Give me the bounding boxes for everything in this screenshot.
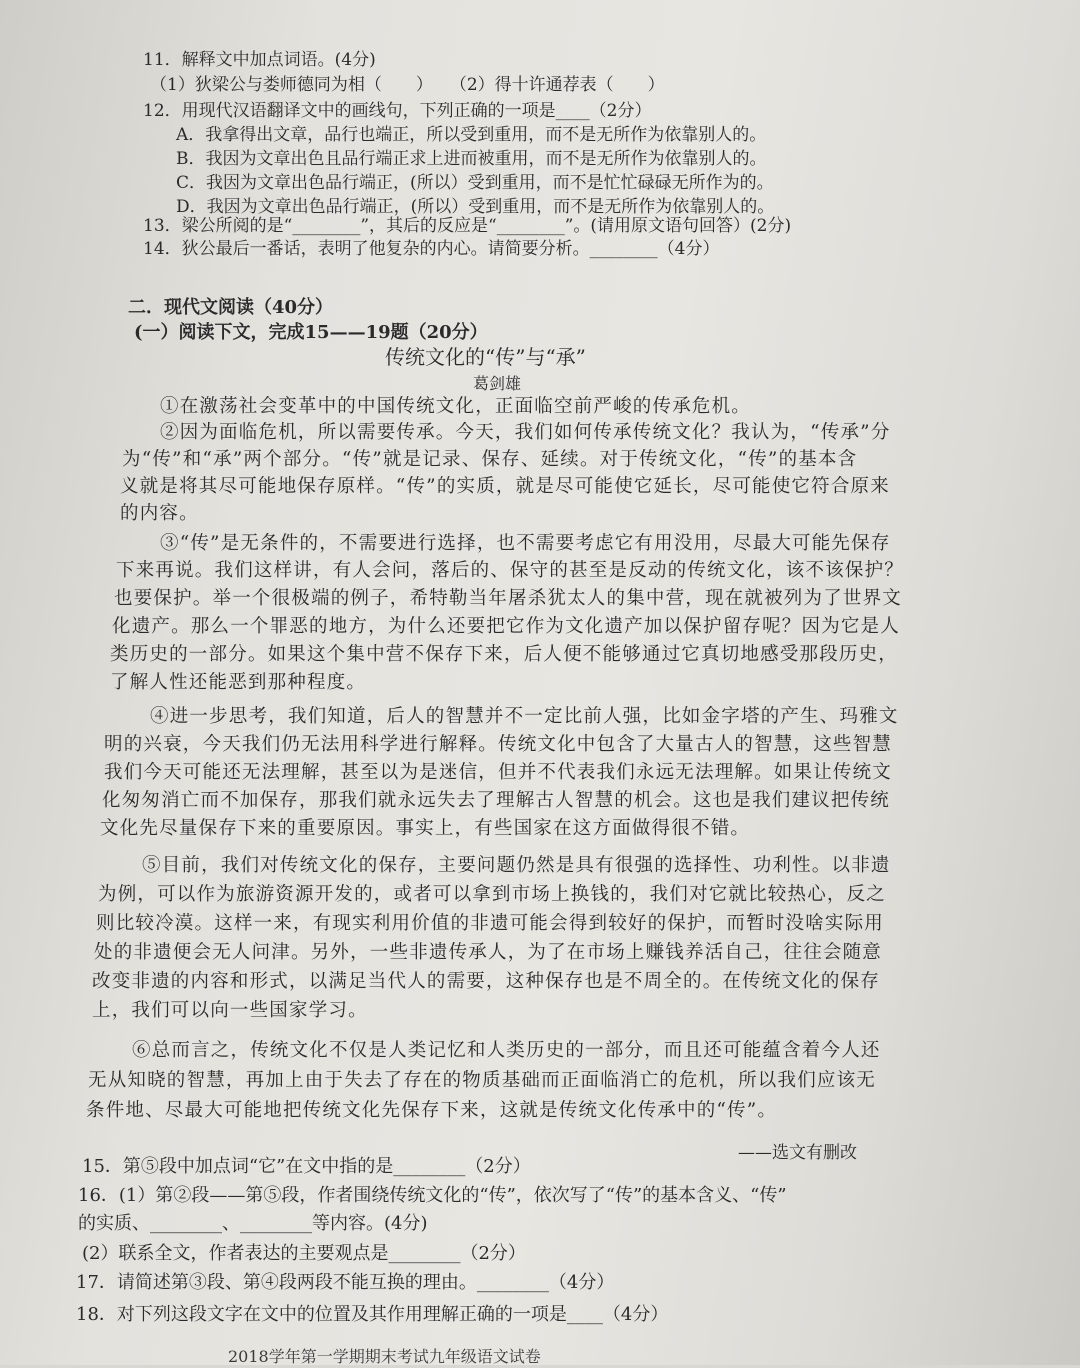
- question-13: 13．梁公所阅的是“________”，其后的反应是“________”。(请用原文语句回答）(2分): [143, 216, 792, 236]
- article-line: 无从知晓的智慧，再加上由于失去了存在的物质基础而正面临消亡的危机，所以我们应该无: [88, 1070, 877, 1091]
- question-12-option-c: C．我因为文章出色品行端正，(所以）受到重用，而不是忙忙碌碌无所作为的。: [176, 173, 774, 193]
- article-line: 为例，可以作为旅游资源开发的，或者可以拿到市场上换钱的，我们对它就比较热心，反之: [98, 884, 887, 905]
- article-line: 了解人性还能恶到那种程度。: [110, 672, 367, 693]
- article-line: 文化先尽量保存下来的重要原因。事实上，有些国家在这方面做得很不错。: [100, 818, 751, 839]
- article-line: 下来再说。我们这样讲，有人会问，落后的、保守的甚至是反动的传统文化，该不该保护？: [116, 560, 905, 581]
- question-17: 17．请简述第③段、第④段两段不能互换的理由。________（4分）: [76, 1272, 615, 1293]
- article-line: 明的兴衰，今天我们仍无法用科学进行解释。传统文化中包含了大量古人的智慧，这些智慧: [104, 734, 893, 755]
- question-14: 14．狄公最后一番话，表明了他复杂的内心。请简要分析。________（4分）: [143, 239, 720, 259]
- question-18: 18．对下列这段文字在文中的位置及其作用理解正确的一项是____（4分）: [76, 1304, 669, 1325]
- question-15: 15．第⑤段中加点词“它”在文中指的是________（2分）: [82, 1156, 531, 1177]
- article-line: ⑤目前，我们对传统文化的保存，主要问题仍然是具有很强的选择性、功利性。以非遗: [142, 855, 891, 876]
- article-line: ⑥总而言之，传统文化不仅是人类记忆和人类历史的一部分，而且还可能蕴含着今人还: [132, 1040, 881, 1061]
- article-line: 我们今天可能还无法理解，甚至以为是迷信，但并不代表我们永远无法理解。如果让传统文: [104, 762, 893, 783]
- question-11: 11．解释文中加点词语。(4分): [143, 50, 376, 70]
- article-line: ①在激荡社会变革中的中国传统文化，正面临空前严峻的传承危机。: [160, 396, 752, 417]
- article-title: 传统文化的“传”与“承”: [385, 345, 586, 369]
- article-line: ②因为面临危机，所以需要传承。今天，我们如何传承传统文化？我认为，“传承”分: [160, 422, 891, 443]
- article-line: 则比较冷漠。这样一来，有现实利用价值的非遗可能会得到较好的保护，而暂时没啥实际用: [96, 913, 885, 934]
- article-line: 义就是将其尽可能地保存原样。“传”的实质，就是尽可能使它延长，尽可能使它符合原来: [120, 476, 890, 497]
- question-16-part-1-cont: 的实质、________、________等内容。(4分): [78, 1213, 428, 1234]
- article-line: 化遗产。那么一个罪恶的地方，为什么还要把它作为文化遗产加以保护留存呢？因为它是人: [112, 616, 901, 637]
- article-line: 类历史的一部分。如果这个集中营不保存下来，后人便不能够通过它真切地感受那段历史，: [110, 644, 899, 665]
- article-line: 改变非遗的内容和形式，以满足当代人的需要，这种保存也是不周全的。在传统文化的保存: [92, 971, 881, 992]
- question-16-part-1: 16．(1）第②段——第⑤段，作者围绕传统文化的“传”，依次写了“传”的基本含义、“传”: [78, 1185, 787, 1206]
- section-subheading: (一）阅读下文，完成15——19题（20分）: [134, 322, 488, 343]
- article-line: 化匆匆消亡而不加保存，那我们就永远失去了理解古人智慧的机会。这也是我们建议把传统: [102, 790, 891, 811]
- article-line: 的内容。: [120, 503, 199, 524]
- article-line: 为“传”和“承”两个部分。“传”就是记录、保存、延续。对于传统文化，“传”的基本含: [122, 449, 858, 470]
- question-11-sub: （1）狄梁公与娄师德同为相（ ） （2）得十许通荐表（ ）: [150, 75, 665, 95]
- article-line: ④进一步思考，我们知道，后人的智慧并不一定比前人强，比如金字塔的产生、玛雅文: [150, 706, 899, 727]
- question-12-option-a: A．我拿得出文章，品行也端正，所以受到重用，而不是无所作为依靠别人的。: [176, 125, 767, 145]
- article-line: 处的非遗便会无人问津。另外，一些非遗传承人，为了在市场上赚钱养活自己，往往会随意: [94, 942, 883, 963]
- article-line: ③“传”是无条件的，不需要进行选择，也不需要考虑它有用没用，尽最大可能先保存: [160, 533, 891, 554]
- question-16-part-2: (2）联系全文，作者表达的主要观点是________（2分）: [82, 1243, 526, 1264]
- page-footer: 2018学年第一学期期末考试九年级语文试卷: [228, 1347, 541, 1366]
- question-12-option-d: D．我因为文章出色品行端正，(所以）受到重用，而不是无所作为依靠别人的。: [176, 197, 775, 217]
- section-heading: 二．现代文阅读（40分）: [128, 297, 334, 318]
- question-12: 12．用现代汉语翻译文中的画线句，下列正确的一项是____（2分）: [143, 101, 652, 121]
- article-author: 葛剑雄: [473, 374, 522, 393]
- article-source: ——选文有删改: [738, 1143, 857, 1163]
- question-12-option-b: B．我因为文章出色且品行端正求上进而被重用，而不是无所作为依靠别人的。: [176, 149, 767, 169]
- article-line: 也要保护。举一个很极端的例子，希特勒当年屠杀犹太人的集中营，现在就被列为了世界文: [114, 588, 903, 609]
- article-line: 上，我们可以向一些国家学习。: [92, 1000, 368, 1021]
- article-line: 条件地、尽最大可能地把传统文化先保存下来，这就是传统文化传承中的“传”。: [86, 1100, 778, 1121]
